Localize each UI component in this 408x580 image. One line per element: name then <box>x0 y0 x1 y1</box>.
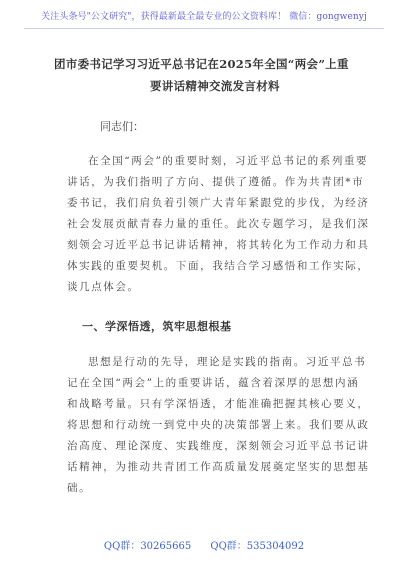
header-banner: 关注头条号"公文研究"，获得最新最全最专业的公文资料库！ 微信：gongwenyj <box>41 12 367 22</box>
salutation: 同志们： <box>100 120 144 133</box>
section-paragraph-line: 思想是行动的先导，理论是实践的指南。习近平总书 <box>88 356 367 368</box>
document-title-line-1: 团市委书记学习习近平总书记在2025年全国“两会”上重 <box>54 57 349 71</box>
footer-qq-group-2: QQ群：535304092 <box>210 541 305 552</box>
document-title-line-2: 要讲话精神交流发言材料 <box>150 79 280 93</box>
intro-paragraph-line: 在全国“两会”的重要时刻，习近平总书记的系列重要 <box>88 155 369 167</box>
section-paragraph-line: 和战略考量。只有学深悟透，才能准确把握其核心要义， <box>67 398 370 410</box>
intro-paragraph-line: 讲话，为我们指明了方向、提供了遵循。作为共青团*市 <box>67 176 365 188</box>
section-paragraph-line: 治高度、理论深度、实践维度，深刻领会习近平总书记讲 <box>67 440 370 452</box>
section-paragraph-line: 记在全国“两会”上的重要讲话，蕴含着深厚的思想内涵 <box>67 377 360 389</box>
section-paragraph-line: 础。 <box>67 482 92 494</box>
intro-paragraph-line: 谈几点体会。 <box>67 281 140 293</box>
intro-paragraph-line: 委书记，我们肩负着引领广大青年紧跟党的步伐，为经济 <box>67 197 370 209</box>
footer-contact <box>0 537 408 552</box>
intro-paragraph-line: 刻领会习近平总书记讲话精神，将其转化为工作动力和具 <box>67 239 370 251</box>
intro-paragraph-line: 社会发展贡献青春力量的重任。此次专题学习，是我们深 <box>67 218 370 230</box>
section-heading: 一、学深悟透，筑牢思想根基 <box>82 320 232 333</box>
section-paragraph-line: 话精神，为推动共青团工作高质量发展奠定坚实的思想基 <box>67 461 370 473</box>
intro-paragraph-line: 体实践的重要契机。下面，我结合学习感悟和工作实际， <box>67 260 370 272</box>
footer-qq-group-1: QQ群：30265665 <box>103 541 192 552</box>
header-divider <box>24 28 384 29</box>
section-paragraph-line: 将思想和行动统一到党中央的决策部署上来。我们要从政 <box>67 419 370 431</box>
